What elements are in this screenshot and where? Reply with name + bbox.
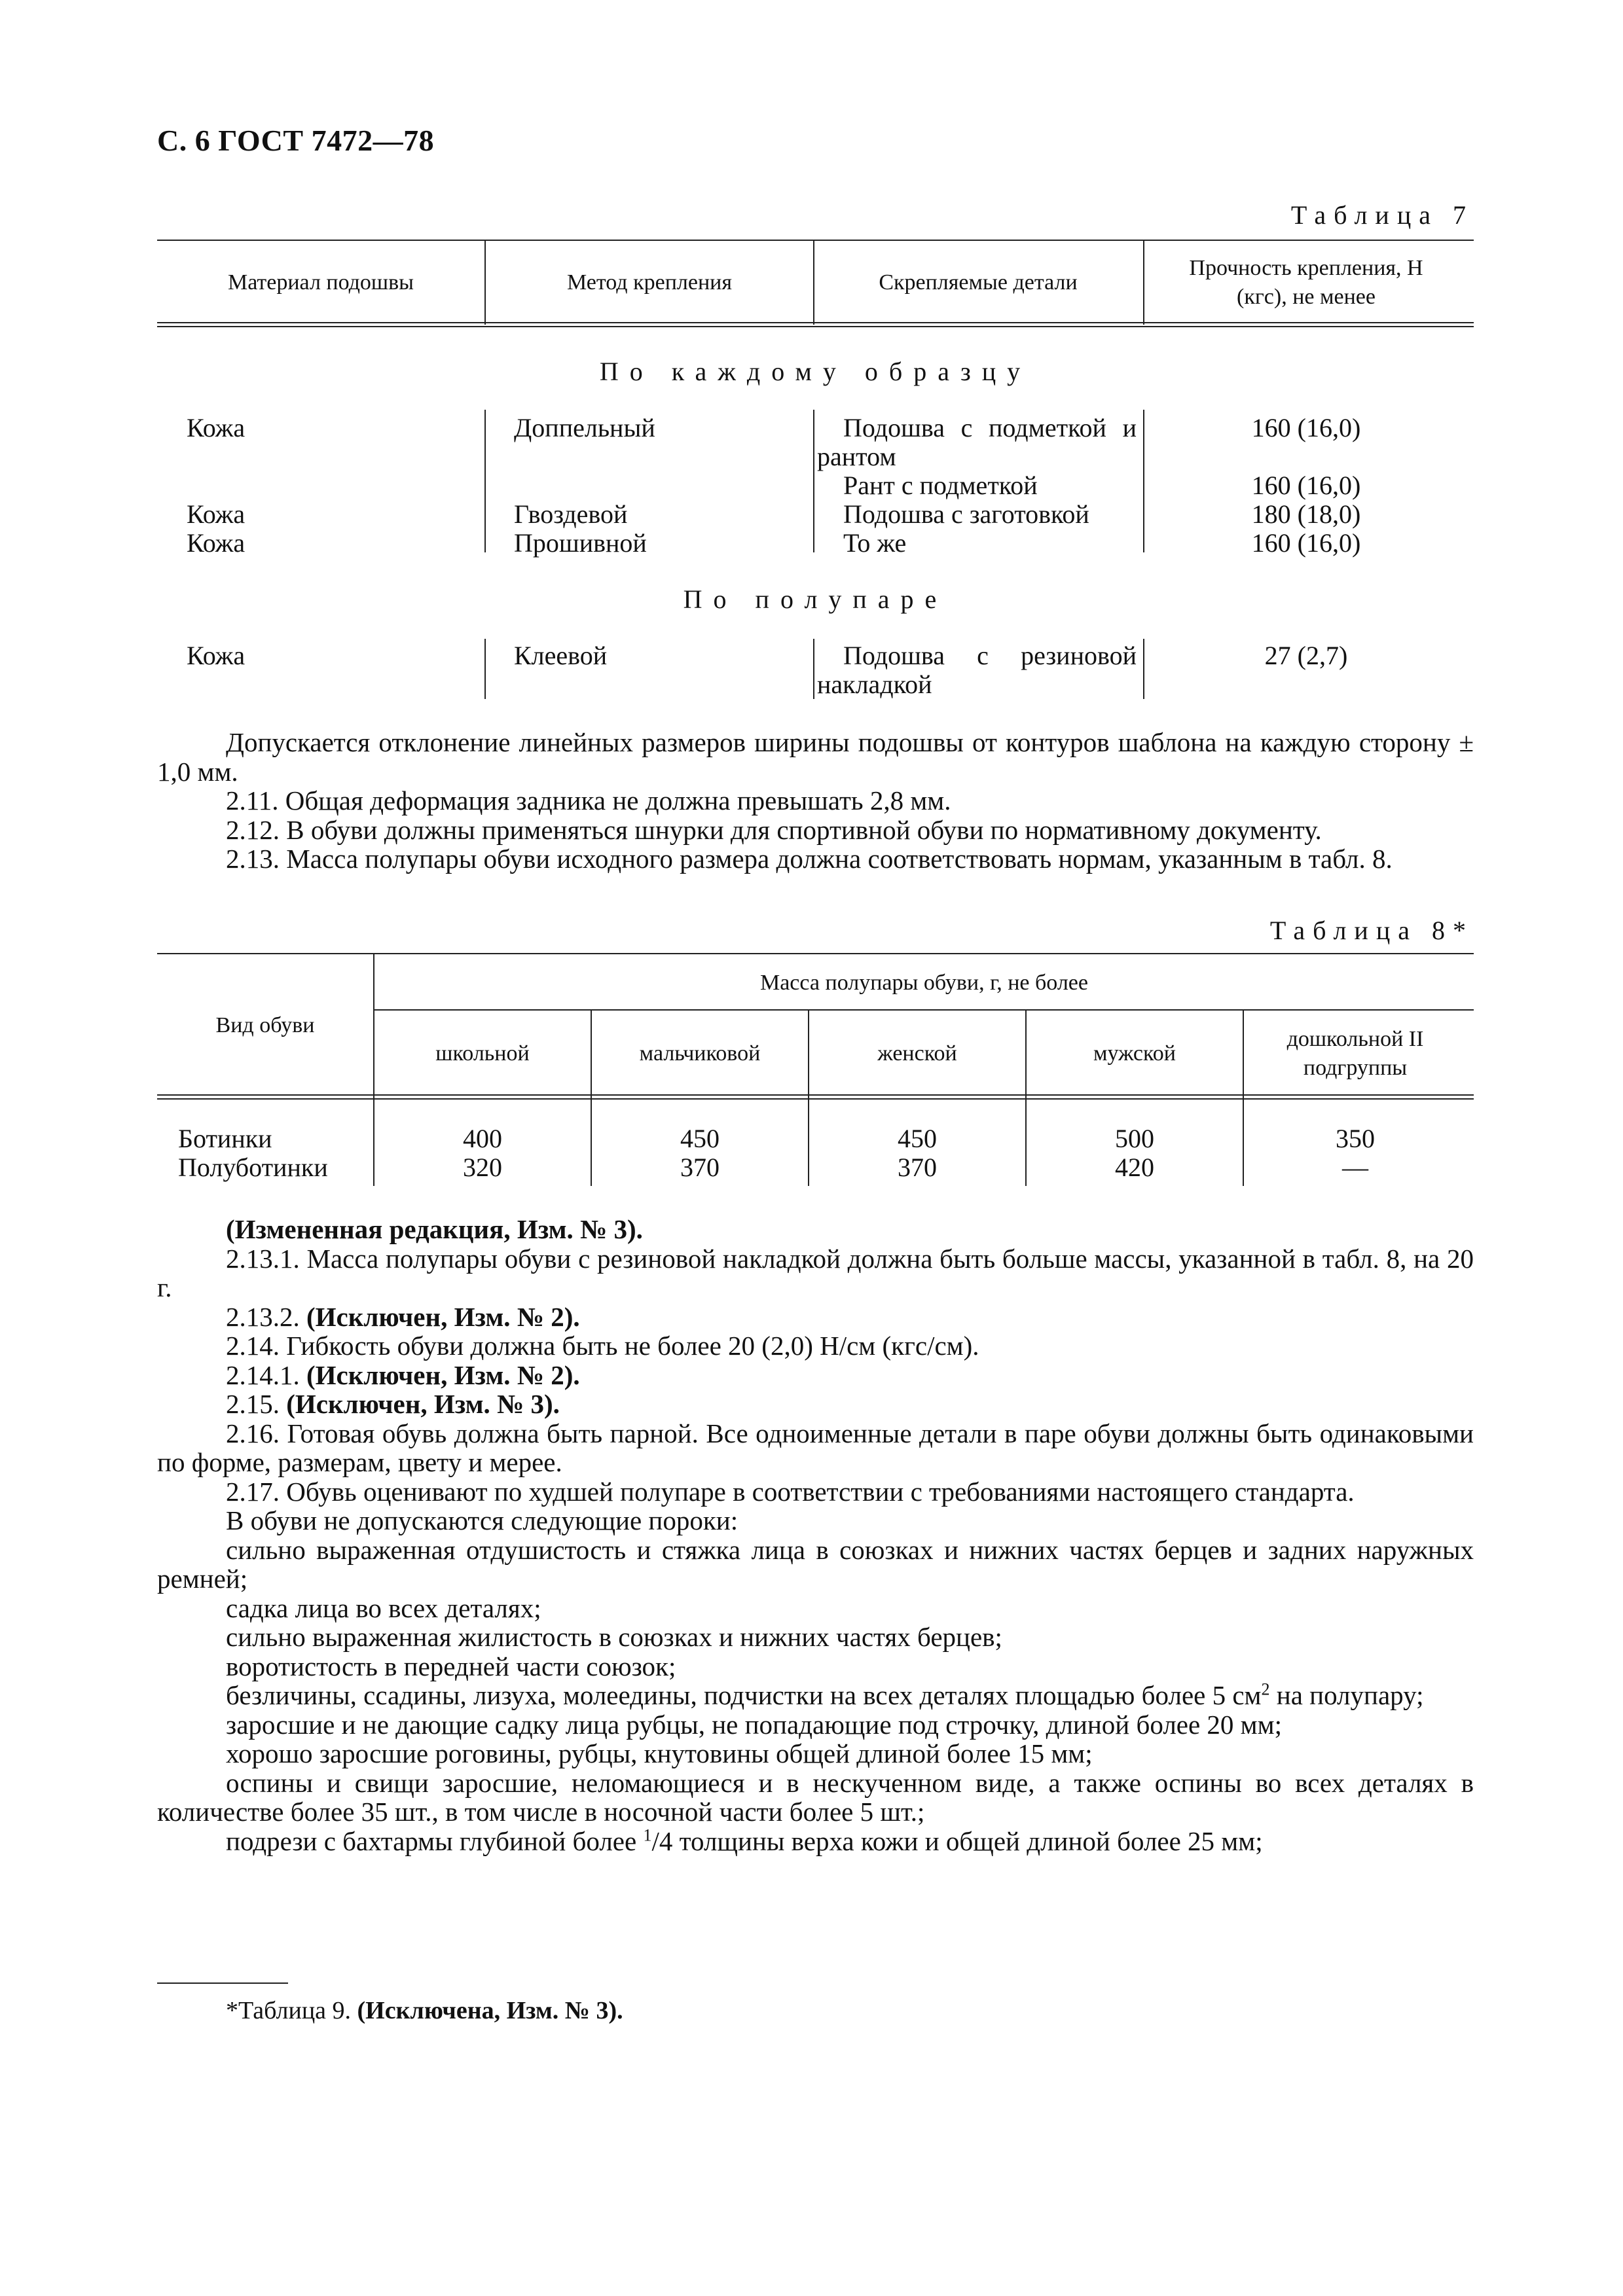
table7-body-divider (484, 639, 486, 699)
edit-note: (Измененная редакция, Изм. № 3). (226, 1214, 643, 1244)
table8-body-divider (808, 1097, 809, 1186)
table7-cell-parts: рантом (817, 442, 896, 471)
defect-text: безличины, ссадины, лизуха, молеедины, подчистки на всех деталях площадью более 5 см (226, 1680, 1262, 1710)
superscript: 2 (1261, 1679, 1270, 1699)
table7-cell-method: Гвоздевой (514, 499, 628, 529)
table7-cell-strength: 180 (18,0) (1251, 499, 1361, 529)
table7-cell-method: Доппельный (514, 413, 655, 442)
table7-top-rule (157, 240, 1474, 241)
paragraph-2-14-1 (157, 1361, 1474, 1390)
table8-subheader-rule (374, 1009, 1474, 1011)
defect-item: воротистость в передней части союзок; (226, 1651, 676, 1681)
table7-body-divider (1143, 639, 1144, 699)
paragraph-2-13-2 (157, 1302, 1474, 1332)
table7-col-method: Метод крепления (567, 270, 732, 295)
table7-header-divider (484, 240, 486, 325)
table7-col-parts: Скрепляемые детали (879, 270, 1078, 295)
table7-body-divider (1143, 410, 1144, 552)
table7-section-per-half-pair: По полупаре (683, 584, 948, 614)
table8-cell-type: Полуботинки (178, 1153, 328, 1182)
text-block-a (157, 728, 1474, 874)
table8-col-men: мужской (1093, 1041, 1176, 1066)
defect-item: заросшие и не дающие садку лица рубцы, не попадающие под строчку, длиной более 20 мм; (226, 1709, 1282, 1740)
table7-cell-strength: 160 (16,0) (1251, 528, 1361, 558)
table8-cell: 370 (898, 1153, 937, 1182)
table7-cell-parts: То же (843, 528, 907, 558)
table7-header-rule (157, 322, 1474, 327)
table7-body-divider (813, 410, 814, 552)
defect-text: на полупару; (1269, 1680, 1424, 1710)
text-block-b (157, 1215, 1474, 1856)
table8-cell: 420 (1115, 1153, 1154, 1182)
table8-cell: 400 (463, 1124, 502, 1153)
table8-top-rule (157, 953, 1474, 954)
table7-cell-material: Кожа (187, 413, 246, 442)
table8-header-divider (591, 1009, 592, 1097)
defect-text: подрези с бахтармы глубиной более (226, 1825, 644, 1856)
table8-body-divider (373, 1097, 374, 1186)
footnote (226, 1996, 623, 2025)
defect-item (157, 1681, 1474, 1710)
paragraph-2-14: 2.14. Гибкость обуви должна быть не более 20 (2,0) Н/см (кгс/см). (226, 1331, 979, 1361)
table7-cell-material: Кожа (187, 528, 246, 558)
paragraph-2-13-1: 2.13.1. Масса полупары обуви с резиновой накладкой должна быть больше массы, указанной в табл. 8, на 20 г. (157, 1243, 1474, 1302)
fraction-denominator: /4 (651, 1825, 673, 1856)
paragraph-2-11: 2.11. Общая деформация задника не должна превышать 2,8 мм. (226, 785, 951, 816)
paragraph-2-12: 2.12. В обуви должны применяться шнурки для спортивной обуви по нормативному документу. (226, 814, 1322, 845)
table7-cell-material: Кожа (187, 499, 246, 529)
table7-body-divider (813, 639, 814, 699)
table7-cell-parts: Подошва с заготовкой (843, 499, 1089, 529)
table8-header-rule (157, 1094, 1474, 1100)
table8-cell-type: Ботинки (178, 1124, 272, 1153)
table8-cell: 450 (680, 1124, 720, 1153)
table8-header-divider (1025, 1009, 1027, 1097)
table7-cell-parts: накладкой (817, 670, 932, 699)
table8-col-type: Вид обуви (215, 1013, 315, 1037)
table7-cell-strength: 160 (16,0) (1251, 413, 1361, 442)
paragraph-2-16: 2.16. Готовая обувь должна быть парной. Все одноименные детали в паре обуви должны быть одинаковыми по форме, размерам, цвету и мерее. (157, 1418, 1474, 1477)
table7-cell-parts: Подошва с резиновой (843, 641, 1137, 670)
defects-intro: В обуви не допускаются следующие пороки: (226, 1505, 739, 1535)
paragraph-number: 2.15. (226, 1389, 280, 1419)
table8-cell: — (1342, 1153, 1368, 1182)
excluded-note: (Исключен, Изм. № 3). (286, 1389, 560, 1419)
table7-col-material: Материал подошвы (227, 270, 414, 295)
table8-cell: 320 (463, 1153, 502, 1182)
table8-body-divider (1025, 1097, 1027, 1186)
table8-col-school: школьной (435, 1041, 530, 1066)
table8-body-divider (1243, 1097, 1244, 1186)
table8-caption: Таблица 8* (1269, 916, 1474, 945)
defect-item: сильно выраженная жилистость в союзках и нижних частях берцев; (226, 1622, 1002, 1652)
table8-col-preschool: дошкольной II подгруппы (1286, 1027, 1424, 1080)
defect-item: садка лица во всех деталях; (226, 1592, 541, 1623)
table7-cell-parts: Подошва с подметкой и (843, 413, 1137, 442)
paragraph-2-15 (157, 1390, 1474, 1419)
table7-cell-material: Кожа (187, 641, 246, 670)
paragraph-2-13: 2.13. Масса полупары обуви исходного размера должна соответствовать нормам, указанным в табл. 8. (226, 844, 1393, 874)
table8-cell: 370 (680, 1153, 720, 1182)
excluded-note: (Исключен, Изм. № 2). (306, 1359, 580, 1390)
paragraph-tolerance: Допускается отклонение линейных размеров ширины подошвы от контуров шаблона на каждую сторону ± 1,0 мм. (157, 727, 1474, 787)
table8-body-divider (591, 1097, 592, 1186)
paragraph-number: 2.13.2. (226, 1301, 300, 1332)
table7-cell-method: Клеевой (514, 641, 608, 670)
table8-cell: 350 (1336, 1124, 1375, 1153)
table7-col-strength: Прочность крепления, Н (кгс), не менее (1189, 256, 1423, 309)
table7-caption: Таблица 7 (1290, 200, 1474, 230)
table7-section-per-sample: По каждому образцу (599, 357, 1032, 386)
table8-col-women: женской (877, 1041, 957, 1066)
table8-header-divider (1243, 1009, 1244, 1097)
defect-item: сильно выраженная отдушистость и стяжка лица в союзках и нижних частях берцев и задних наружных ремней; (157, 1534, 1474, 1594)
table8-header-divider (808, 1009, 809, 1097)
table8-group-header: Масса полупары обуви, г, не более (759, 971, 1088, 995)
table7-header-divider (813, 240, 814, 325)
table8-cell: 500 (1115, 1124, 1154, 1153)
paragraph-2-17: 2.17. Обувь оценивают по худшей полупаре в соответствии с требованиями настоящего стандарта. (226, 1476, 1355, 1507)
defect-item (157, 1827, 1474, 1856)
footnote-prefix: *Таблица 9. (226, 1997, 357, 2024)
defect-text: толщины верха кожи и общей длиной более 25 мм; (672, 1825, 1263, 1856)
defect-item: хорошо заросшие роговины, рубцы, кнутовины общей длиной более 15 мм; (226, 1738, 1093, 1768)
table7-cell-strength: 27 (2,7) (1264, 641, 1348, 670)
table7-body-divider (484, 410, 486, 552)
footnote-note: (Исключена, Изм. № 3). (357, 1997, 623, 2024)
table7-cell-strength: 160 (16,0) (1251, 471, 1361, 500)
excluded-note: (Исключен, Изм. № 2). (306, 1301, 580, 1332)
table8-col-boys: мальчиковой (639, 1041, 761, 1066)
fraction-numerator: 1 (643, 1825, 652, 1844)
table7-cell-method: Прошивной (514, 528, 647, 558)
paragraph-number: 2.14.1. (226, 1359, 300, 1390)
page-header: С. 6 ГОСТ 7472—78 (157, 124, 435, 157)
table7-cell-parts: Рант с подметкой (843, 471, 1038, 500)
table7-header-divider (1143, 240, 1144, 325)
footnote-rule (157, 1982, 288, 1984)
defect-item: оспины и свищи заросшие, неломающиеся и в нескученном виде, а также оспины во всех деталях в количестве более 35 шт., в том числе в носочной части более 5 шт.; (157, 1767, 1474, 1827)
table8-cell: 450 (898, 1124, 937, 1153)
